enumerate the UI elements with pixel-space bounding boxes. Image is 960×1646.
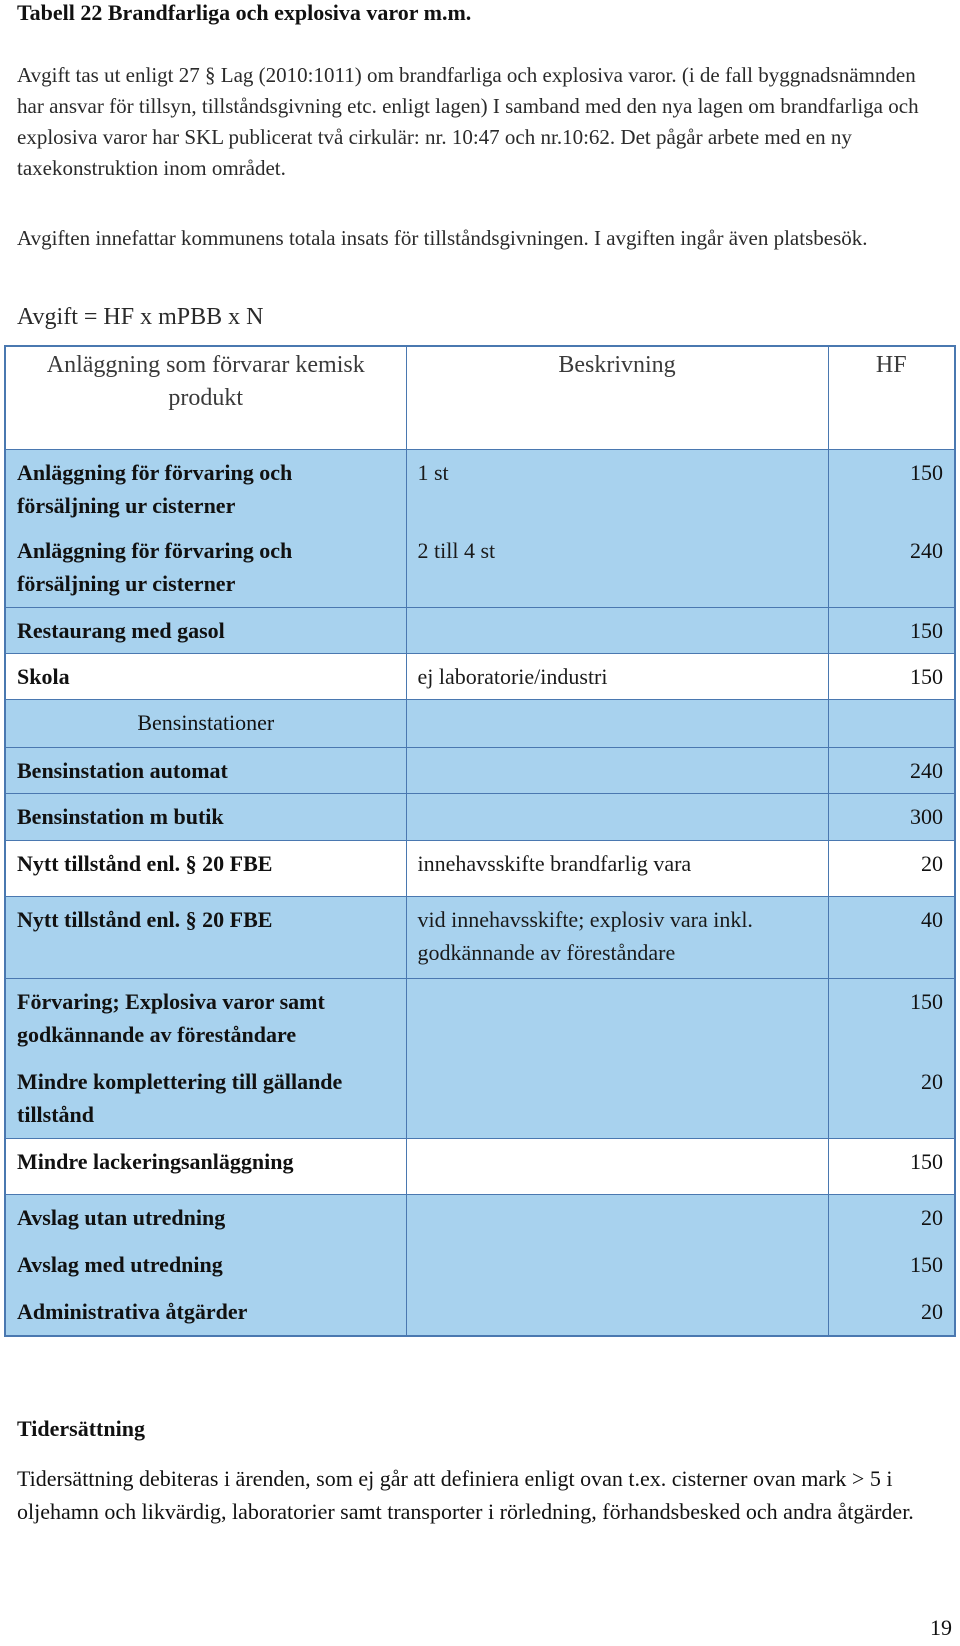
row-desc: [406, 1195, 828, 1242]
row-hf: 150: [828, 979, 955, 1059]
header-facility: Anläggning som förvarar kemisk produkt: [5, 346, 406, 450]
row-hf: 240: [828, 528, 955, 608]
row-desc: 2 till 4 st: [406, 528, 828, 608]
row-desc: [406, 1139, 828, 1195]
row-hf: 20: [828, 1195, 955, 1242]
table-row: [5, 528, 955, 608]
row-hf: 150: [828, 450, 955, 528]
row-hf: 40: [828, 897, 955, 979]
table-row: [5, 608, 955, 654]
row-hf: 240: [828, 748, 955, 794]
row-name: Bensinstation automat: [5, 748, 406, 794]
subheader-gas-stations: Bensinstationer: [5, 700, 406, 748]
row-hf: 20: [828, 1289, 955, 1336]
row-desc: [406, 1289, 828, 1336]
scope-paragraph: Avgiften innefattar kommunens totala insats för tillståndsgivningen. I avgiften ingår även platsbesök.: [17, 226, 868, 250]
table-subheader-row: [5, 700, 955, 748]
row-name: Bensinstation m butik: [5, 794, 406, 841]
row-name: Avslag utan utredning: [5, 1195, 406, 1242]
row-desc: [406, 1242, 828, 1289]
table-row: [5, 1195, 955, 1242]
page-title: Tabell 22 Brandfarliga och explosiva varor m.m.: [17, 0, 472, 25]
table-row: [5, 1242, 955, 1289]
row-hf: [828, 700, 955, 748]
table-row: [5, 841, 955, 897]
header-description: Beskrivning: [406, 346, 828, 450]
row-desc: [406, 979, 828, 1059]
row-hf: 150: [828, 608, 955, 654]
row-name: Administrativa åtgärder: [5, 1289, 406, 1336]
row-desc: ej laboratorie/industri: [406, 654, 828, 700]
row-name: Anläggning för förvaring och försäljning ur cisterner: [5, 528, 406, 608]
fee-table: [4, 345, 956, 1337]
time-paragraph: Tidersättning debiteras i ärenden, som ej går att definiera enligt ovan t.ex. cisterner ovan mark > 5 i oljehamn och likvärdig, laboratorier samt transporter i rörledning, förhandsbesked och andra åtgärder.: [17, 1466, 914, 1524]
row-name: Skola: [5, 654, 406, 700]
row-hf: 150: [828, 1242, 955, 1289]
row-desc: [406, 700, 828, 748]
header-hf: HF: [828, 346, 955, 450]
table-row: [5, 450, 955, 528]
row-desc: [406, 794, 828, 841]
row-hf: 150: [828, 654, 955, 700]
row-hf: 20: [828, 841, 955, 897]
row-name: Mindre komplettering till gällande tillstånd: [5, 1059, 406, 1139]
row-desc: vid innehavsskifte; explosiv vara inkl. godkännande av föreståndare: [406, 897, 828, 979]
row-name: Nytt tillstånd enl. § 20 FBE: [5, 897, 406, 979]
row-desc: [406, 748, 828, 794]
row-desc: [406, 1059, 828, 1139]
table-row: [5, 1289, 955, 1336]
table-row: [5, 979, 955, 1059]
table-row: [5, 1059, 955, 1139]
row-name: Mindre lackeringsanläggning: [5, 1139, 406, 1195]
row-name: Avslag med utredning: [5, 1242, 406, 1289]
row-name: Anläggning för förvaring och försäljning ur cisterner: [5, 450, 406, 528]
table-row: [5, 748, 955, 794]
row-name: Nytt tillstånd enl. § 20 FBE: [5, 841, 406, 897]
table-row: [5, 654, 955, 700]
time-section-heading: Tidersättning: [17, 1416, 145, 1441]
table-header-row: [5, 346, 955, 450]
table-row: [5, 897, 955, 979]
row-name: Förvaring; Explosiva varor samt godkännande av föreståndare: [5, 979, 406, 1059]
table-row: [5, 794, 955, 841]
row-name: Restaurang med gasol: [5, 608, 406, 654]
page-number: 19: [930, 1615, 952, 1640]
row-desc: 1 st: [406, 450, 828, 528]
row-hf: 20: [828, 1059, 955, 1139]
row-hf: 300: [828, 794, 955, 841]
table-row: [5, 1139, 955, 1195]
fee-formula: Avgift = HF x mPBB x N: [17, 304, 264, 330]
row-desc: innehavsskifte brandfarlig vara: [406, 841, 828, 897]
row-desc: [406, 608, 828, 654]
intro-paragraph: Avgift tas ut enligt 27 § Lag (2010:1011) om brandfarliga och explosiva varor. (i de fall byggnadsnämnden har ansvar för tillsyn, tillståndsgivning etc. enligt lagen) I samband med den nya lagen om brandfarliga och explosiva varor har SKL publicerat två cirkulär: nr. 10:47 och nr.10:62. Det pågår arbete med en ny taxekonstruktion inom området.: [17, 63, 919, 180]
row-hf: 150: [828, 1139, 955, 1195]
